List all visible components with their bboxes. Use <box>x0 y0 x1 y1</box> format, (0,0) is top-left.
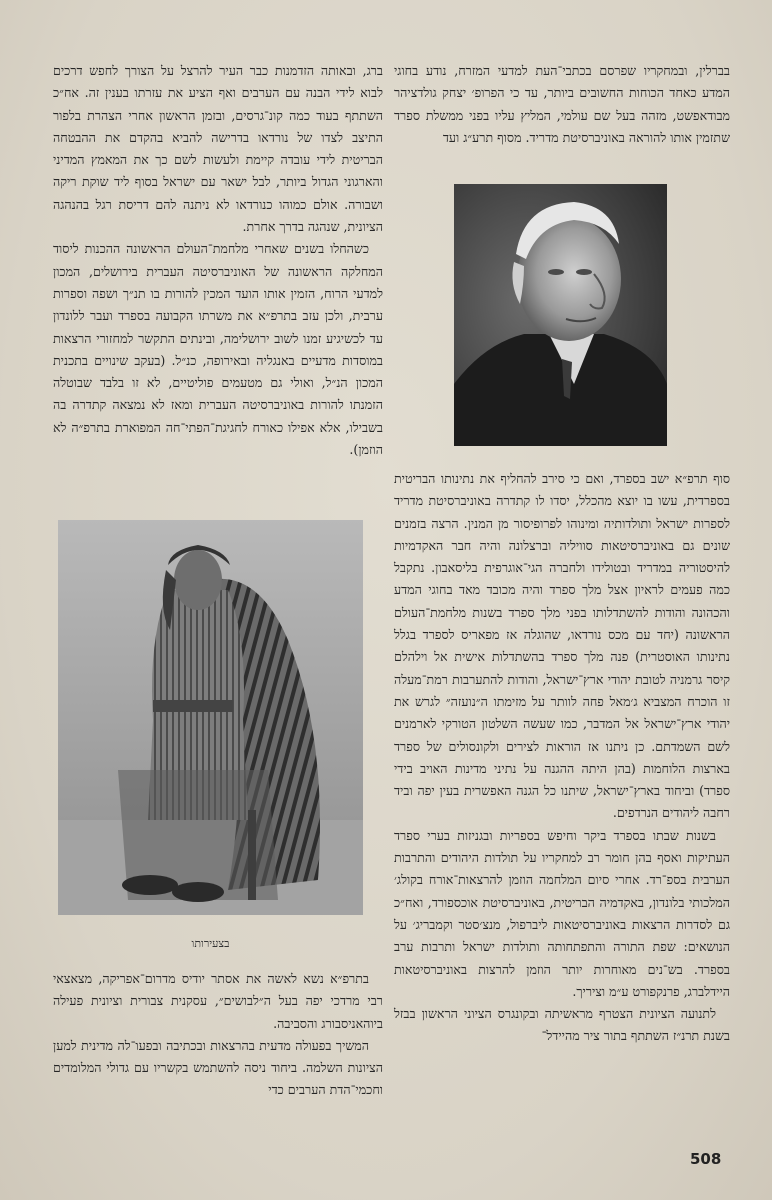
paragraph: בשנות שבתו בספרד ביקר וחיפש בספריות ובגניזות בערי ספרד העתיקות ואסף בהן חומר רב למחקריו על תולדות היהודים והתרבות הערבית בספ־רד. אחרי סיום המלחמה הוזמן להרצאות־אורח בקולג׳ המלכותי בלונדון, באקדמיה הבריטית, באוניברסיטת אוכספורד, ואח״כ גם לסדרות הרצאות באוניברסיטאות ליברפול, מנצ׳סטר וקמבריג׳ על הנושאים: שפת התורה והתפתחותה ותולדות ישראל ותרבות ערב בספרד. בש־נים מאוחרות יותר הוזמן להרצות באוניברסיטאות היידלברג, פרנקפורט ע״מ וציריך. <box>394 827 730 999</box>
paragraph: לתנועה הציונית הצטרף מראשיתה ובקונגרס הציוני הראשון בבזל בשנת תרנ״ז השתתף בתור ציר מהיידל־ <box>394 1006 730 1044</box>
left-column-top <box>53 60 383 461</box>
paragraph: כשהחלו בשנים שאחרי מלחמת־העולם הראשונה ההכנות ליסוד המחלקה הראשונה של האוניברסיטה העברית בירושלים, המכון למדעי הרוח, הזמין אותו הועד המכין להורות בו תנ״ך ושפה וספרות ערבית, ולכן עזב בתרפ״א את משרתו הקבועה בספרד ועבר ללונדון עד לכשיגיע זמנו לשוב ירושלימה, ובינתים התקשר למחזורי הרצאות במוסדות מדעיים באנגליה ובאירופה, כנ״ל. (בעקב שינויים בתכנית המכון הנ״ל, ואולי גם מטעמים פוליטיים, לא זו בלבד שבוטלה הזמנתו להורות באוניברסיטה העברית ומאז לא נמצאה קתדרה בה בשבילו, אלא אפילו כאורח לחגיגת־הפתי־חה המפוארת בתרפ״ה לא הוזמן). <box>53 241 383 458</box>
left-column-bottom <box>53 968 383 1102</box>
right-column-top <box>394 60 730 149</box>
paragraph: המשיך בפעולה מדעית בהרצאות ובכתיבה ובפעו־לה מדינית למען הציונות השלמה. ביחוד ניסה להשתמש בקשריו עם גדולי המלומדים וחכמי־הדת הערבים כדי <box>53 1037 383 1098</box>
portrait-photo <box>454 184 667 446</box>
photo-caption: בצעירותו <box>191 937 230 950</box>
right-column-bottom <box>394 468 730 1048</box>
page-number: 508 <box>690 1150 722 1168</box>
paragraph: בברלין, ובמחקריו שפרסם בכתבי־העת למדעי המזרח, נודע בחוגי המדע כאחד הכוחות החשובים ביותר, עד כי הפרופ׳ יצחק גולדציהר מבודאפשט, מזהה בעל שם עולמי, המליץ עליו בפני ממשלת ספרד שתזמין אותו להוראה באוניברסיטת מדריד. מסוף תרע״ג ועד <box>394 63 730 145</box>
paragraph: סוף תרפ״א ישב בספרד, ואם כי סירב להחליף את נתינותו הבריטית בספרדית, עשו בו יוצא מהכלל, יסדו לו קתדרה באוניברסיטת מדריד לספרות ישראל ותולדותיה ומינוהו לפרופיסור מן המנין. הרצה בזמנים שונים גם באוניברסיטאות סוויליה וברצלונה והיה חבר האקדמיות להיסטוריה במדריד ובטולידו ולחברה הגי־אוגרפית בליסאבון. נתקבל כמה פעמים לראיון אצל מלך ספרד והיה מכובד מאד בחוגי המדע והכהונה והודות להשתדלותו בפני מלך ספרד בשנות מלחמת־העולם הראשונה (יחד עם מכס נורדאו, שהוגלה אז מפאריס לספרד בגלל נתינותו האוסטרית) פנה מלך ספרד בהשתדלות אישית אל וילהלם קיסר גרמניה לטובת יהודי ארץ־ישראל, והודות להתערבות רמת־מעלה זו הוכרח המצביא ג׳מאל פחה לוותר על מזימתו ה״נועזה״ לגרש את יהודי ארץ־ישראל אל המדבר, כמו שעשה השלטון הטורקי לארמנים לשם השמדתם. כן ניתנו אז הוראות לצירים ולקונסולים של ספרד בארצות הלוחמות (בהן היתה ההגנה על נתיני מדינות האויב בידי ספרד) וביחוד בארץ־ישראל, שיתנו כל הגנה האפשרית בעין יפה וביד רחבה ליהודים הנרדפים. <box>394 471 730 821</box>
paragraph: בתרפ״א נשא לאשה את אסתר יודיס מדרום־אפריקה, מצאצאי רבי מרדכי יפה בעל ה״לבושים״, עסקנית צבורית וציונית פעילה ביוהאניסבורג והסביבה. <box>53 971 383 1031</box>
youth-photo <box>58 520 363 915</box>
paragraph: ברג, ובאותה הזדמנות כבר העיר להרצל על הצורך לחפש דרכים לבוא לידי הבנה עם הערבים ואף הציע את עזרתו בענין זה. אח״כ השתתף בעוד כמה קונ־גרסים, ובזמן הראשון אחרי הצהרת בלפור התיצב לצדו של נורדאו בדרישה להביא בהקדם את ההבטחה הבריטית לידי עובדה קיימת ולעשות לשם כך את המאמץ המדיני והארגוני הגדול ביותר, לבל ישאר עם ישראל בסוף ליד שוקת ריקה ושבורה. אולם כמוהו כנורדאו לא ניתנה להם דריסת רגל בהנהגה הציונית, שנהגה בדרך אחרת. <box>53 63 383 235</box>
